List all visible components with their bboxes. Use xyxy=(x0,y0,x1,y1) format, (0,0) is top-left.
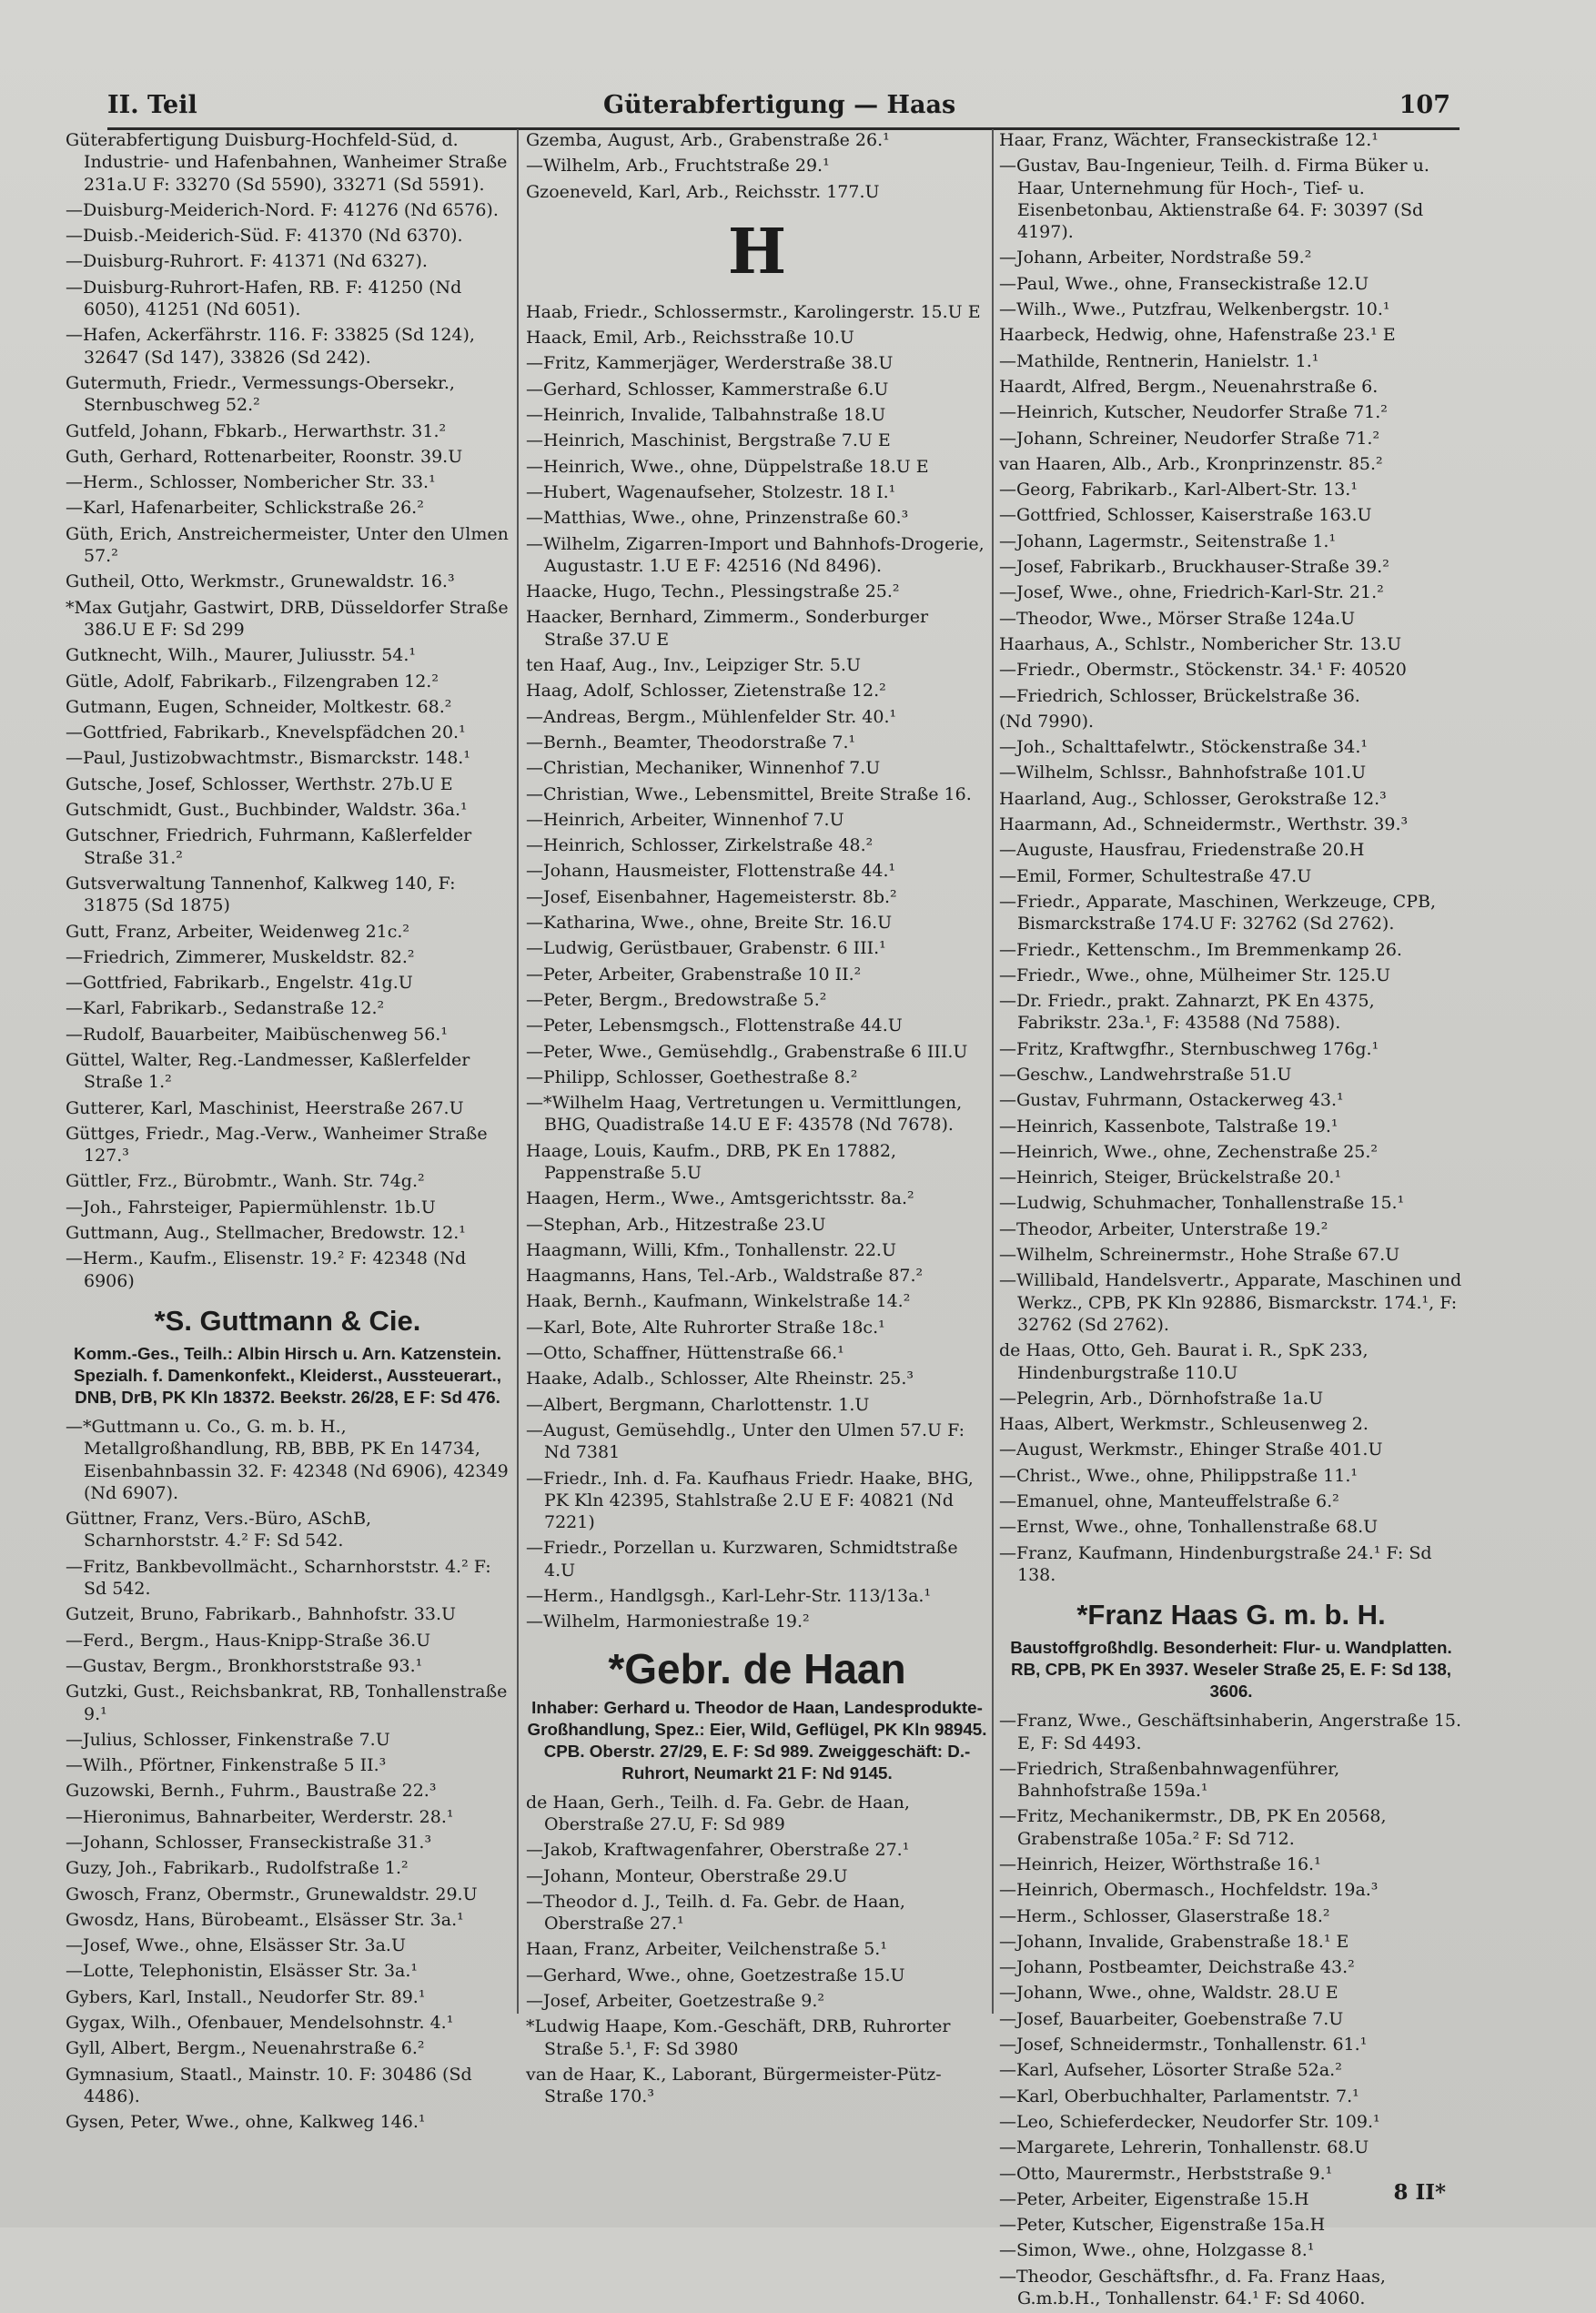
advert-title: *Franz Haas G. m. b. H. xyxy=(1076,1599,1386,1631)
directory-entry: —Emanuel, ohne, Manteuffelstraße 6.² xyxy=(999,1491,1339,1512)
column-divider-2 xyxy=(992,129,994,2014)
directory-entry: —Karl, Aufseher, Lösorter Straße 52a.² xyxy=(999,2060,1342,2081)
directory-entry: —Theodor d. J., Teilh. d. Fa. Gebr. de Haan, Oberstraße 27.¹ xyxy=(526,1891,905,1934)
directory-entry: —Gerhard, Schlosser, Kammerstraße 6.U xyxy=(526,379,889,399)
directory-entry: —Willibald, Handelsvertr., Apparate, Maschinen und Werkz., CPB, PK Kln 92886, Bismarckstr. 174.¹, F: 32762 (Sd 2762). xyxy=(999,1270,1462,1335)
directory-entry: Guth, Gerhard, Rottenarbeiter, Roonstr. 39.U xyxy=(66,446,463,467)
directory-entry: —Geschw., Landwehrstraße 51.U xyxy=(999,1064,1292,1085)
directory-entry: —Gottfried, Fabrikarb., Engelstr. 41g.U xyxy=(66,973,413,994)
directory-entry: ten Haaf, Aug., Inv., Leipziger Str. 5.U xyxy=(526,655,861,676)
directory-entry: Haacker, Bernhard, Zimmerm., Sonderburger Straße 37.U E xyxy=(526,607,929,650)
directory-entry: —Karl, Oberbuchhalter, Parlamentstr. 7.¹ xyxy=(999,2086,1359,2106)
directory-entry: —Ludwig, Schuhmacher, Tonhallenstraße 15.¹ xyxy=(999,1193,1405,1214)
directory-entry: Gutermuth, Friedr., Vermessungs-Obersekr., Sternbuschweg 52.² xyxy=(66,372,455,416)
directory-entry: *Max Gutjahr, Gastwirt, DRB, Düsseldorfer Straße 386.U E F: Sd 299 xyxy=(66,597,509,640)
directory-entry: —Wilh., Pförtner, Finkenstraße 5 II.³ xyxy=(66,1755,387,1776)
directory-entry: —Friedrich, Zimmerer, Muskeldstr. 82.² xyxy=(66,946,415,967)
directory-entry: —Katharina, Wwe., ohne, Breite Str. 16.U xyxy=(526,913,893,934)
directory-entry: —Peter, Arbeiter, Eigenstraße 15.H xyxy=(999,2188,1309,2209)
directory-entry: Haar, Franz, Wächter, Franseckistraße 12.¹ xyxy=(999,130,1379,150)
directory-entry: Haak, Bernh., Kaufmann, Winkelstraße 14.² xyxy=(526,1291,911,1312)
directory-entry: —Friedrich, Schlosser, Brückelstraße 36. xyxy=(999,685,1360,706)
directory-entry: —Heinrich, Arbeiter, Winnenhof 7.U xyxy=(526,809,844,830)
directory-entry: de Haan, Gerh., Teilh. d. Fa. Gebr. de Haan, Oberstraße 27.U, F: Sd 989 xyxy=(526,1792,910,1834)
directory-entry: Haarland, Aug., Schlosser, Gerokstraße 12.³ xyxy=(999,788,1387,809)
directory-entry: —Christ., Wwe., ohne, Philippstraße 11.¹ xyxy=(999,1465,1359,1486)
directory-entry: —Johann, Invalide, Grabenstraße 18.¹ E xyxy=(999,1931,1349,1952)
directory-entry: —Ludwig, Gerüstbauer, Grabenstr. 6 III.¹ xyxy=(526,938,886,959)
directory-entry: Gzemba, August, Arb., Grabenstraße 26.¹ xyxy=(526,130,890,150)
directory-entry: —Duisburg-Meiderich-Nord. F: 41276 (Nd 6576). xyxy=(66,199,499,220)
directory-entry: van Haaren, Alb., Arb., Kronprinzenstr. 85.² xyxy=(999,453,1383,474)
directory-entry: —Gottfried, Schlosser, Kaiserstraße 163.U xyxy=(999,505,1372,526)
directory-entry: —Stephan, Arb., Hitzestraße 23.U xyxy=(526,1214,826,1235)
directory-entry: Haarhaus, A., Schlstr., Nombericher Str. 13.U xyxy=(999,633,1402,654)
directory-entry: Gutschner, Friedrich, Fuhrmann, Kaßlerfelder Straße 31.² xyxy=(66,825,472,868)
directory-entry: —Leo, Schieferdecker, Neudorfer Str. 109.¹ xyxy=(999,2111,1380,2132)
directory-entry: —Christian, Wwe., Lebensmittel, Breite Straße 16. xyxy=(526,783,972,804)
directory-entry: —Peter, Kutscher, Eigenstraße 15a.H xyxy=(999,2215,1326,2236)
directory-entry: Gutterer, Karl, Maschinist, Heerstraße 267.U xyxy=(66,1097,464,1118)
directory-entry: Güttner, Franz, Vers.-Büro, ASchB, Scharnhorststr. 4.² F: Sd 542. xyxy=(66,1509,372,1551)
advert-body: Inhaber: Gerhard u. Theodor de Haan, Landesprodukte-Großhandlung, Spez.: Eier, Wild, Geflügel, PK Kln 98945. CPB. Oberstr. 27/29, E. F: Sd 989. Zweiggeschäft: D.-Ruhrort, Neumarkt 21 F: Nd 9145. xyxy=(527,1697,987,1783)
directory-entry: —Heinrich, Heizer, Wörthstraße 16.¹ xyxy=(999,1854,1321,1874)
directory-entry: —Lotte, Telephonistin, Elsässer Str. 3a.¹ xyxy=(66,1961,419,1982)
directory-entry: —Albert, Bergmann, Charlottenstr. 1.U xyxy=(526,1394,870,1415)
advert-body: Komm.-Ges., Teilh.: Albin Hirsch u. Arn. Katzenstein. Spezialh. f. Damenkonfekt., Kleiderst., Aussteuerart., DNB, DrB, PK Kln 18372. Beekstr. 26/28, E F: Sd 476. xyxy=(73,1343,501,1407)
directory-entry: —Gustav, Bau-Ingenieur, Teilh. d. Firma Büker u. Haar, Unternehmung für Hoch-, Tief- u. Eisenbetonbau, Aktienstraße 64. F: 30397 (Sd 4197). xyxy=(999,156,1429,243)
directory-entry: —August, Werkmstr., Ehinger Straße 401.U xyxy=(999,1439,1383,1460)
directory-entry: —Josef, Wwe., ohne, Friedrich-Karl-Str. 21.² xyxy=(999,582,1384,603)
directory-entry: —Franz, Kaufmann, Hindenburgstraße 24.¹ F: Sd 138. xyxy=(999,1542,1432,1585)
directory-entry: —Friedr., Apparate, Maschinen, Werkzeuge, CPB, Bismarckstraße 174.U F: 32762 (Sd 2762). xyxy=(999,891,1437,934)
directory-entry: —Franz, Wwe., Geschäftsinhaberin, Angerstraße 15. E, F: Sd 4493. xyxy=(999,1711,1462,1753)
directory-entry: —Heinrich, Wwe., ohne, Düppelstraße 18.U E xyxy=(526,456,929,477)
directory-entry: Haan, Franz, Arbeiter, Veilchenstraße 5.¹ xyxy=(526,1939,887,1960)
directory-entry: —Josef, Arbeiter, Goetzestraße 9.² xyxy=(526,1991,824,2011)
directory-entry: —Heinrich, Schlosser, Zirkelstraße 48.² xyxy=(526,835,874,856)
running-head: Güterabfertigung — Haas xyxy=(603,91,956,119)
directory-entry: —*Guttmann u. Co., G. m. b. H., Metallgroßhandlung, RB, BBB, PK En 14734, Eisenbahnbassin 32. F: 42348 (Nd 6906), 42349 (Nd 6907). xyxy=(66,1416,509,1503)
directory-entry: —Emil, Former, Schultestraße 47.U xyxy=(999,865,1312,886)
directory-entry: —Joh., Schalttafelwtr., Stöckenstraße 34.¹ xyxy=(999,737,1369,758)
directory-entry: —Otto, Maurermstr., Herbststraße 9.¹ xyxy=(999,2163,1333,2184)
directory-entry: —Theodor, Arbeiter, Unterstraße 19.² xyxy=(999,1218,1328,1239)
directory-entry: —Peter, Wwe., Gemüsehdlg., Grabenstraße 6 III.U xyxy=(526,1041,968,1062)
directory-entry: Haagen, Herm., Wwe., Amtsgerichtsstr. 8a.² xyxy=(526,1188,914,1209)
directory-entry: Haarbeck, Hedwig, ohne, Hafenstraße 23.¹ E xyxy=(999,325,1396,346)
directory-entry: —Peter, Lebensmgsch., Flottenstraße 44.U xyxy=(526,1015,903,1036)
directory-entry: Haarmann, Ad., Schneidermstr., Werthstr. 39.³ xyxy=(999,814,1409,835)
directory-entry: Güttel, Walter, Reg.-Landmesser, Kaßlerfelder Straße 1.² xyxy=(66,1049,470,1093)
directory-entry: —Duisburg-Ruhrort. F: 41371 (Nd 6327). xyxy=(66,251,428,272)
directory-entry: Gyll, Albert, Bergm., Neuenahrstraße 6.² xyxy=(66,2038,425,2059)
advert-guttmann xyxy=(66,1303,510,1409)
directory-entry: Gutt, Franz, Arbeiter, Weidenweg 21c.² xyxy=(66,921,410,942)
directory-entry: Guzowski, Bernh., Fuhrm., Baustraße 22.³ xyxy=(66,1781,437,1802)
advert-title: *S. Guttmann & Cie. xyxy=(154,1304,421,1337)
directory-entry: —Karl, Hafenarbeiter, Schlickstraße 26.² xyxy=(66,498,424,519)
directory-entry: —Heinrich, Kassenbote, Talstraße 19.¹ xyxy=(999,1116,1338,1136)
directory-entry: Haas, Albert, Werkmstr., Schleusenweg 2. xyxy=(999,1414,1369,1435)
directory-entry: Güttges, Friedr., Mag.-Verw., Wanheimer Straße 127.³ xyxy=(66,1123,488,1167)
directory-entry: (Nd 7990). xyxy=(999,711,1095,732)
directory-entry: —Herm., Schlosser, Glaserstraße 18.² xyxy=(999,1905,1330,1926)
directory-entry: —Paul, Justizobwachtmstr., Bismarckstr. 148.¹ xyxy=(66,748,470,769)
advert-franz-haas xyxy=(999,1597,1463,1702)
directory-entry: Gutzki, Gust., Reichsbankrat, RB, Tonhallenstraße 9.¹ xyxy=(66,1682,508,1724)
directory-entry: —Dr. Friedr., prakt. Zahnarzt, PK En 4375, Fabrikstr. 23a.¹, F: 43588 (Nd 7588). xyxy=(999,991,1375,1034)
directory-entry: —Theodor, Geschäftsfhr., d. Fa. Franz Haas, G.m.b.H., Tonhallenstr. 64.¹ F: Sd 4060. xyxy=(999,2266,1386,2309)
directory-entry: —Wilhelm, Zigarren-Import und Bahnhofs-Drogerie, Augustastr. 1.U E F: 42516 (Nd 8496). xyxy=(526,533,985,576)
directory-entry: Gütle, Adolf, Fabrikarb., Filzengraben 12.² xyxy=(66,671,439,692)
page-number: 107 xyxy=(1399,91,1450,119)
column-2 xyxy=(526,129,988,2111)
directory-entry: —August, Gemüsehdlg., Unter den Ulmen 57.U F: Nd 7381 xyxy=(526,1419,965,1463)
directory-entry: —Peter, Bergm., Bredowstraße 5.² xyxy=(526,989,827,1010)
directory-entry: —Matthias, Wwe., ohne, Prinzenstraße 60.³ xyxy=(526,508,909,529)
directory-entry: —Hafen, Ackerfährstr. 116. F: 33825 (Sd 124), 32647 (Sd 147), 33826 (Sd 242). xyxy=(66,325,475,368)
directory-entry: —Heinrich, Steiger, Brückelstraße 20.¹ xyxy=(999,1167,1342,1188)
directory-entry: Haagmanns, Hans, Tel.-Arb., Waldstraße 87.² xyxy=(526,1266,924,1287)
advert-body: Baustoffgroßhdlg. Besonderheit: Flur- u. Wandplatten. RB, CPB, PK En 3937. Weseler Straße 25, E. F: Sd 138, 3606. xyxy=(1010,1638,1452,1702)
directory-entry: —Andreas, Bergm., Mühlenfelder Str. 40.¹ xyxy=(526,706,897,727)
directory-entry: —Friedr., Porzellan u. Kurzwaren, Schmidtstraße 4.U xyxy=(526,1538,958,1581)
directory-entry: —Friedr., Obermstr., Stöckenstr. 34.¹ F: 40520 xyxy=(999,660,1407,681)
directory-entry: —Johann, Lagermstr., Seitenstraße 1.¹ xyxy=(999,530,1337,551)
directory-entry: —Margarete, Lehrerin, Tonhallenstr. 68.U xyxy=(999,2137,1369,2158)
directory-entry: van de Haar, K., Laborant, Bürgermeister-Pütz-Straße 170.³ xyxy=(526,2064,942,2107)
directory-entry: —Karl, Bote, Alte Ruhrorter Straße 18c.¹ xyxy=(526,1317,885,1338)
directory-entry: Haab, Friedr., Schlossermstr., Karolingerstr. 15.U E xyxy=(526,301,981,322)
directory-entry: Gwosdz, Hans, Bürobeamt., Elsässer Str. 3a.¹ xyxy=(66,1909,464,1930)
column-1 xyxy=(66,129,510,2137)
directory-entry: Haage, Louis, Kaufm., DRB, PK En 17882, Pappenstraße 5.U xyxy=(526,1140,897,1183)
directory-entry: —Johann, Schlosser, Franseckistraße 31.³ xyxy=(66,1833,432,1853)
column-divider-1 xyxy=(517,129,519,2014)
directory-entry: —Josef, Fabrikarb., Bruckhauser-Straße 39.² xyxy=(999,557,1389,578)
directory-entry: —Theodor, Wwe., Mörser Straße 124a.U xyxy=(999,608,1356,629)
directory-entry: —Gottfried, Fabrikarb., Knevelspfädchen 20.¹ xyxy=(66,722,466,743)
directory-entry: Haacke, Hugo, Techn., Plessingstraße 25.² xyxy=(526,581,900,602)
directory-entry: —Hieronimus, Bahnarbeiter, Werderstr. 28.¹ xyxy=(66,1806,454,1827)
directory-entry: —Friedrich, Straßenbahnwagenführer, Bahnhofstraße 159a.¹ xyxy=(999,1758,1340,1802)
directory-entry: —Joh., Fahrsteiger, Papiermühlenstr. 1b.U xyxy=(66,1197,436,1217)
directory-entry: Haack, Emil, Arb., Reichsstraße 10.U xyxy=(526,328,854,348)
directory-entry: de Haas, Otto, Geh. Baurat i. R., SpK 233, Hindenburgstraße 110.U xyxy=(999,1340,1369,1383)
directory-entry: —Jakob, Kraftwagenfahrer, Oberstraße 27.¹ xyxy=(526,1840,910,1861)
directory-entry: Gutsche, Josef, Schlosser, Werthstr. 27b.U E xyxy=(66,773,453,794)
directory-entry: —Johann, Monteur, Oberstraße 29.U xyxy=(526,1865,848,1886)
directory-entry: —Wilh., Wwe., Putzfrau, Welkenbergstr. 10.¹ xyxy=(999,299,1390,320)
directory-entry: —Josef, Wwe., ohne, Elsässer Str. 3a.U xyxy=(66,1935,406,1956)
directory-entry: —Herm., Kaufm., Elisenstr. 19.² F: 42348 (Nd 6906) xyxy=(66,1248,467,1291)
advert-title: *Gebr. de Haan xyxy=(608,1644,906,1692)
directory-entry: —Johann, Hausmeister, Flottenstraße 44.¹ xyxy=(526,861,896,882)
directory-entry: —Heinrich, Kutscher, Neudorfer Straße 71.² xyxy=(999,402,1388,423)
directory-entry: —Herm., Handlgsgh., Karl-Lehr-Str. 113/13a.¹ xyxy=(526,1586,932,1607)
directory-entry: —Herm., Schlosser, Nombericher Str. 33.¹ xyxy=(66,472,436,493)
directory-entry: —Friedr., Inh. d. Fa. Kaufhaus Friedr. Haake, BHG, PK Kln 42395, Stahlstraße 2.U E F: 40821 (Nd 7221) xyxy=(526,1468,974,1533)
directory-entry: Güttler, Frz., Bürobmtr., Wanh. Str. 74g.² xyxy=(66,1171,425,1192)
directory-entry: Gygax, Wilh., Ofenbauer, Mendelsohnstr. 4.¹ xyxy=(66,2013,454,2034)
directory-entry: Güth, Erich, Anstreichermeister, Unter den Ulmen 57.² xyxy=(66,523,509,567)
column-3 xyxy=(999,129,1463,2313)
letter-heading: H xyxy=(727,215,787,288)
directory-entry: —Josef, Bauarbeiter, Goebenstraße 7.U xyxy=(999,2008,1344,2029)
directory-entry: —Heinrich, Wwe., ohne, Zechenstraße 25.² xyxy=(999,1141,1379,1162)
directory-entry: —Fritz, Kraftwgfhr., Sternbuschweg 176g.¹ xyxy=(999,1038,1379,1059)
directory-entry: —Otto, Schaffner, Hüttenstraße 66.¹ xyxy=(526,1343,844,1364)
directory-entry: —Wilhelm, Schlssr., Bahnhofstraße 101.U xyxy=(999,763,1367,783)
section-label: II. Teil xyxy=(107,91,197,119)
directory-entry: —Wilhelm, Arb., Fruchtstraße 29.¹ xyxy=(526,156,830,177)
directory-entry: —Philipp, Schlosser, Goethestraße 8.² xyxy=(526,1066,858,1087)
directory-entry: Haagmann, Willi, Kfm., Tonhallenstr. 22.U xyxy=(526,1239,896,1260)
directory-entry: —Peter, Arbeiter, Grabenstraße 10 II.² xyxy=(526,964,862,985)
directory-entry: —Gerhard, Wwe., ohne, Goetzestraße 15.U xyxy=(526,1965,905,1985)
directory-entry: —Rudolf, Bauarbeiter, Maibüschenweg 56.¹ xyxy=(66,1024,448,1045)
directory-entry: Güterabfertigung Duisburg-Hochfeld-Süd, d. Industrie- und Hafenbahnen, Wanheimer Straße 231a.U F: 33270 (Sd 5590), 33271 (Sd 5591). xyxy=(66,130,508,195)
directory-entry: Gutsverwaltung Tannenhof, Kalkweg 140, F: 31875 (Sd 1875) xyxy=(66,873,456,916)
directory-entry: Gutzeit, Bruno, Fabrikarb., Bahnhofstr. 33.U xyxy=(66,1604,457,1625)
directory-entry: —Mathilde, Rentnerin, Hanielstr. 1.¹ xyxy=(999,350,1319,371)
directory-entry: —Friedr., Kettenschm., Im Bremmenkamp 26. xyxy=(999,939,1402,960)
directory-entry: —Johann, Arbeiter, Nordstraße 59.² xyxy=(999,247,1312,268)
directory-entry: —Simon, Wwe., ohne, Holzgasse 8.¹ xyxy=(999,2240,1315,2261)
directory-entry: —Karl, Fabrikarb., Sedanstraße 12.² xyxy=(66,998,385,1019)
directory-entry: —Hubert, Wagenaufseher, Stolzestr. 18 I.¹ xyxy=(526,481,896,502)
directory-entry: Gybers, Karl, Install., Neudorfer Str. 89.¹ xyxy=(66,1986,426,2007)
directory-entry: Gwosch, Franz, Obermstr., Grunewaldstr. 29.U xyxy=(66,1884,478,1904)
directory-entry: —Auguste, Hausfrau, Friedenstraße 20.H xyxy=(999,840,1365,861)
directory-entry: Guzy, Joh., Fabrikarb., Rudolfstraße 1.² xyxy=(66,1858,409,1879)
directory-entry: —Heinrich, Invalide, Talbahnstraße 18.U xyxy=(526,405,886,426)
directory-entry: —Ernst, Wwe., ohne, Tonhallenstraße 68.U xyxy=(999,1517,1379,1538)
directory-entry: —Josef, Schneidermstr., Tonhallenstr. 61.¹ xyxy=(999,2035,1368,2055)
directory-entry: —Friedr., Wwe., ohne, Mülheimer Str. 125.U xyxy=(999,965,1391,985)
directory-entry: Gutknecht, Wilh., Maurer, Juliusstr. 54.¹ xyxy=(66,645,417,666)
directory-entry: Gutfeld, Johann, Fbkarb., Herwarthstr. 31.² xyxy=(66,420,447,441)
advert-de-haan xyxy=(526,1644,988,1784)
directory-entry: —Fritz, Kammerjäger, Werderstraße 38.U xyxy=(526,353,894,374)
directory-entry: —Duisb.-Meiderich-Süd. F: 41370 (Nd 6370). xyxy=(66,226,463,247)
directory-entry: —Gustav, Fuhrmann, Ostackerweg 43.¹ xyxy=(999,1090,1344,1111)
directory-entry: —Ferd., Bergm., Haus-Knipp-Straße 36.U xyxy=(66,1630,431,1651)
page-header xyxy=(107,91,1450,127)
directory-entry: Gysen, Peter, Wwe., ohne, Kalkweg 146.¹ xyxy=(66,2112,426,2133)
directory-entry: Gutheil, Otto, Werkmstr., Grunewaldstr. 16.³ xyxy=(66,571,455,592)
directory-entry: Gutmann, Eugen, Schneider, Moltkestr. 68.² xyxy=(66,696,452,717)
directory-entry: —Johann, Schreiner, Neudorfer Straße 71.² xyxy=(999,428,1380,449)
directory-entry: —Heinrich, Maschinist, Bergstraße 7.U E xyxy=(526,430,891,451)
directory-entry: Haardt, Alfred, Bergm., Neuenahrstraße 6. xyxy=(999,376,1379,397)
signature-mark: 8 II* xyxy=(1393,2180,1446,2205)
directory-entry: —Pelegrin, Arb., Dörnhofstraße 1a.U xyxy=(999,1388,1324,1409)
directory-entry: Gutschmidt, Gust., Buchbinder, Waldstr. 36a.¹ xyxy=(66,800,468,821)
directory-entry: Haake, Adalb., Schlosser, Alte Rheinstr. 25.³ xyxy=(526,1369,914,1389)
directory-entry: —*Wilhelm Haag, Vertretungen u. Vermittlungen, BHG, Quadistraße 14.U E F: 43578 (Nd 7678). xyxy=(526,1093,963,1136)
directory-entry: —Fritz, Bankbevollmächt., Scharnhorststr. 4.² F: Sd 542. xyxy=(66,1556,491,1600)
directory-entry: —Christian, Mechaniker, Winnenhof 7.U xyxy=(526,758,881,779)
directory-entry: Gymnasium, Staatl., Mainstr. 10. F: 30486 (Sd 4486). xyxy=(66,2064,472,2106)
directory-entry: —Julius, Schlosser, Finkenstraße 7.U xyxy=(66,1729,390,1750)
directory-entry: Guttmann, Aug., Stellmacher, Bredowstr. 12.¹ xyxy=(66,1223,466,1244)
directory-entry: —Fritz, Mechanikermstr., DB, PK En 20568, Grabenstraße 105a.² F: Sd 712. xyxy=(999,1806,1387,1849)
directory-entry: —Paul, Wwe., ohne, Franseckistraße 12.U xyxy=(999,273,1369,294)
directory-entry: —Gustav, Bergm., Bronkhorststraße 93.¹ xyxy=(66,1655,423,1676)
directory-entry: —Josef, Eisenbahner, Hagemeisterstr. 8b.² xyxy=(526,886,897,907)
directory-entry: Haag, Adolf, Schlosser, Zietenstraße 12.² xyxy=(526,681,886,702)
directory-entry: Gzoeneveld, Karl, Arb., Reichsstr. 177.U xyxy=(526,181,880,202)
directory-entry: —Georg, Fabrikarb., Karl-Albert-Str. 13.¹ xyxy=(999,480,1358,500)
directory-entry: *Ludwig Haape, Kom.-Geschäft, DRB, Ruhrorter Straße 5.¹, F: Sd 3980 xyxy=(526,2016,951,2059)
directory-entry: —Heinrich, Obermasch., Hochfeldstr. 19a.³ xyxy=(999,1880,1379,1901)
directory-entry: —Johann, Wwe., ohne, Waldstr. 28.U E xyxy=(999,1983,1338,2004)
directory-entry: —Duisburg-Ruhrort-Hafen, RB. F: 41250 (Nd 6050), 41251 (Nd 6051). xyxy=(66,277,462,320)
directory-entry: —Wilhelm, Harmoniestraße 19.² xyxy=(526,1611,810,1632)
directory-entry: —Wilhelm, Schreinermstr., Hohe Straße 67.U xyxy=(999,1245,1400,1266)
directory-entry: —Johann, Postbeamter, Deichstraße 43.² xyxy=(999,1957,1355,1978)
directory-entry: —Bernh., Beamter, Theodorstraße 7.¹ xyxy=(526,732,856,752)
